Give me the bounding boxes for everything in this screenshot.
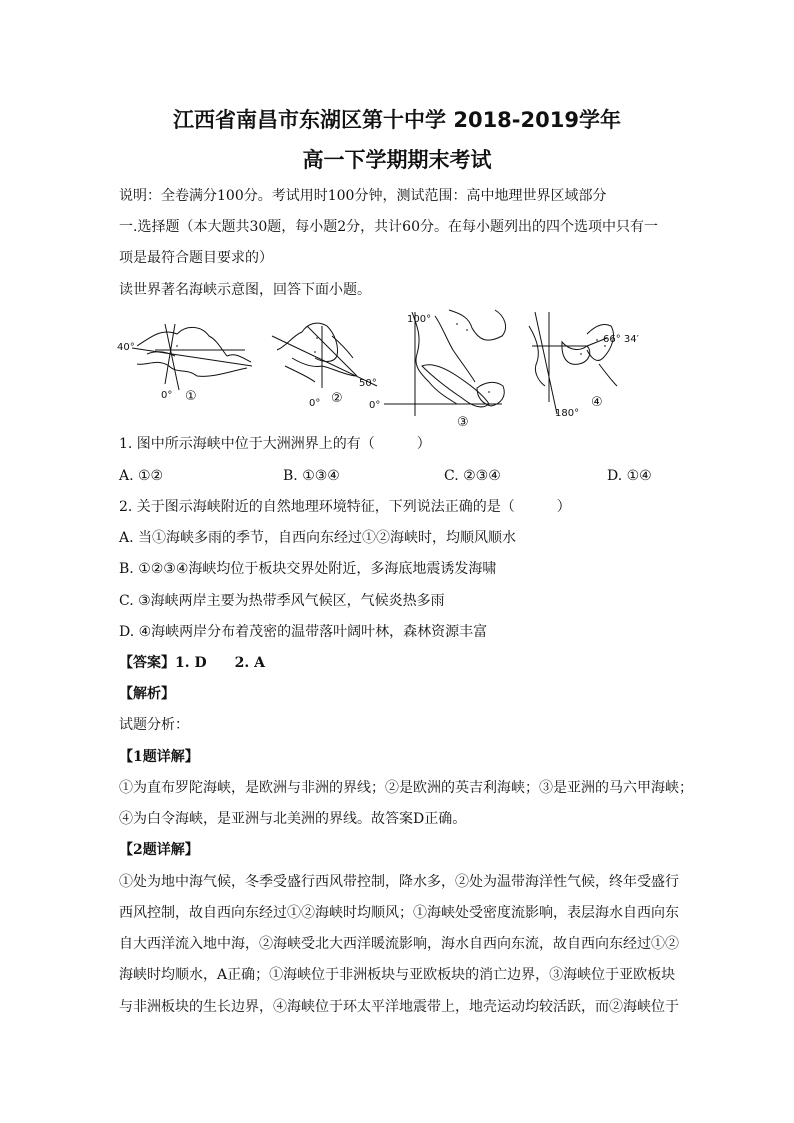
exam-note: 说明：全卷满分100分。考试用时100分钟，测试范围：高中地理世界区域部分 (119, 188, 607, 204)
q2-option-b: B. ①②③④海峡均位于板块交界处附近，多海底地震诱发海啸 (119, 561, 497, 577)
q2-option-d: D. ④海峡两岸分布着茂密的温带落叶阔叶林，森林资源丰富 (119, 624, 488, 640)
detail-2-line: 自大西洋流入地中海，②海峡受北大西洋暖流影响，海水自西向东流，故自西向东经过①② (119, 936, 679, 952)
section-heading-line2: 项是最符合题目要求的） (119, 250, 273, 266)
map2-number-label: ② (331, 391, 343, 406)
map3-latitude-label: 0° (369, 400, 381, 411)
detail-1-line: ④为白令海峡，是亚洲与北美洲的界线。故答案D正确。 (119, 811, 467, 827)
detail-1-label: 【1题详解】 (119, 749, 199, 765)
map3-longitude-label: 100° (407, 314, 432, 325)
detail-2-line: ①处为地中海气候，冬季受盛行西风带控制，降水多，②处为温带海洋性气候，终年受盛行 (119, 874, 679, 890)
q1-option-c: C. ②③④ (444, 468, 501, 484)
q1-option-a: A. ①② (119, 468, 164, 484)
q2-option-c: C. ③海峡两岸主要为热带季风气候区，气候炎热多雨 (119, 593, 445, 609)
q1-option-d: D. ①④ (607, 468, 652, 484)
detail-1-line: ①为直布罗陀海峡，是欧洲与非洲的界线；②是欧洲的英吉利海峡；③是亚洲的马六甲海峡； (119, 780, 693, 796)
question-1-stem: 1. 图中所示海峡中位于大洲洲界上的有（ ） (119, 436, 431, 452)
analysis-intro: 试题分析： (119, 717, 189, 733)
map4-longitude-label: 180° (555, 408, 580, 419)
question-2-stem: 2. 关于图示海峡附近的自然地理环境特征，下列说法正确的是（ ） (119, 499, 571, 515)
q1-option-b: B. ①③④ (283, 468, 340, 484)
detail-2-line: 西风控制，故自西向东经过①②海峡时均顺风；①海峡处受密度流影响，表层海水自西向东 (119, 905, 679, 921)
q2-option-a: A. 当①海峡多雨的季节，自西向东经过①②海峡时，均顺风顺水 (119, 530, 517, 546)
map4-number-label: ④ (591, 395, 603, 410)
map4-latitude-label: 66° 34′ (603, 334, 639, 345)
map1-latitude-label: 40° (117, 342, 135, 353)
detail-2-line: 与非洲板块的生长边界，④海峡位于环太平洋地震带上，地壳运动均较活跃，而②海峡位于 (119, 999, 679, 1015)
strait-map-4 (529, 312, 617, 414)
question-intro: 读世界著名海峡示意图，回答下面小题。 (119, 282, 371, 298)
page-subtitle: 高一下学期期末考试 (302, 148, 492, 172)
strait-map-3 (384, 310, 506, 416)
map2-latitude-label: 50° (359, 378, 377, 389)
page-title: 江西省南昌市东湖区第十中学 2018-2019学年 (173, 108, 621, 132)
map1-longitude-label: 0° (161, 390, 173, 401)
strait-map-1 (132, 324, 252, 390)
detail-2-label: 【2题详解】 (119, 842, 199, 858)
detail-2-line: 海峡时均顺水，A正确；①海峡位于非洲板块与亚欧板块的消亡边界，③海峡位于亚欧板块 (119, 967, 676, 983)
section-heading-line1: 一.选择题（本大题共30题，每小题2分，共计60分。在每小题列出的四个选项中只有一 (119, 219, 658, 235)
map3-number-label: ③ (457, 415, 469, 428)
answer-line: 【答案】1. D 2. A (119, 655, 265, 671)
map1-number-label: ① (185, 389, 197, 404)
strait-maps-figure (117, 306, 677, 428)
analysis-label: 【解析】 (119, 686, 175, 702)
map2-longitude-label: 0° (309, 398, 321, 409)
